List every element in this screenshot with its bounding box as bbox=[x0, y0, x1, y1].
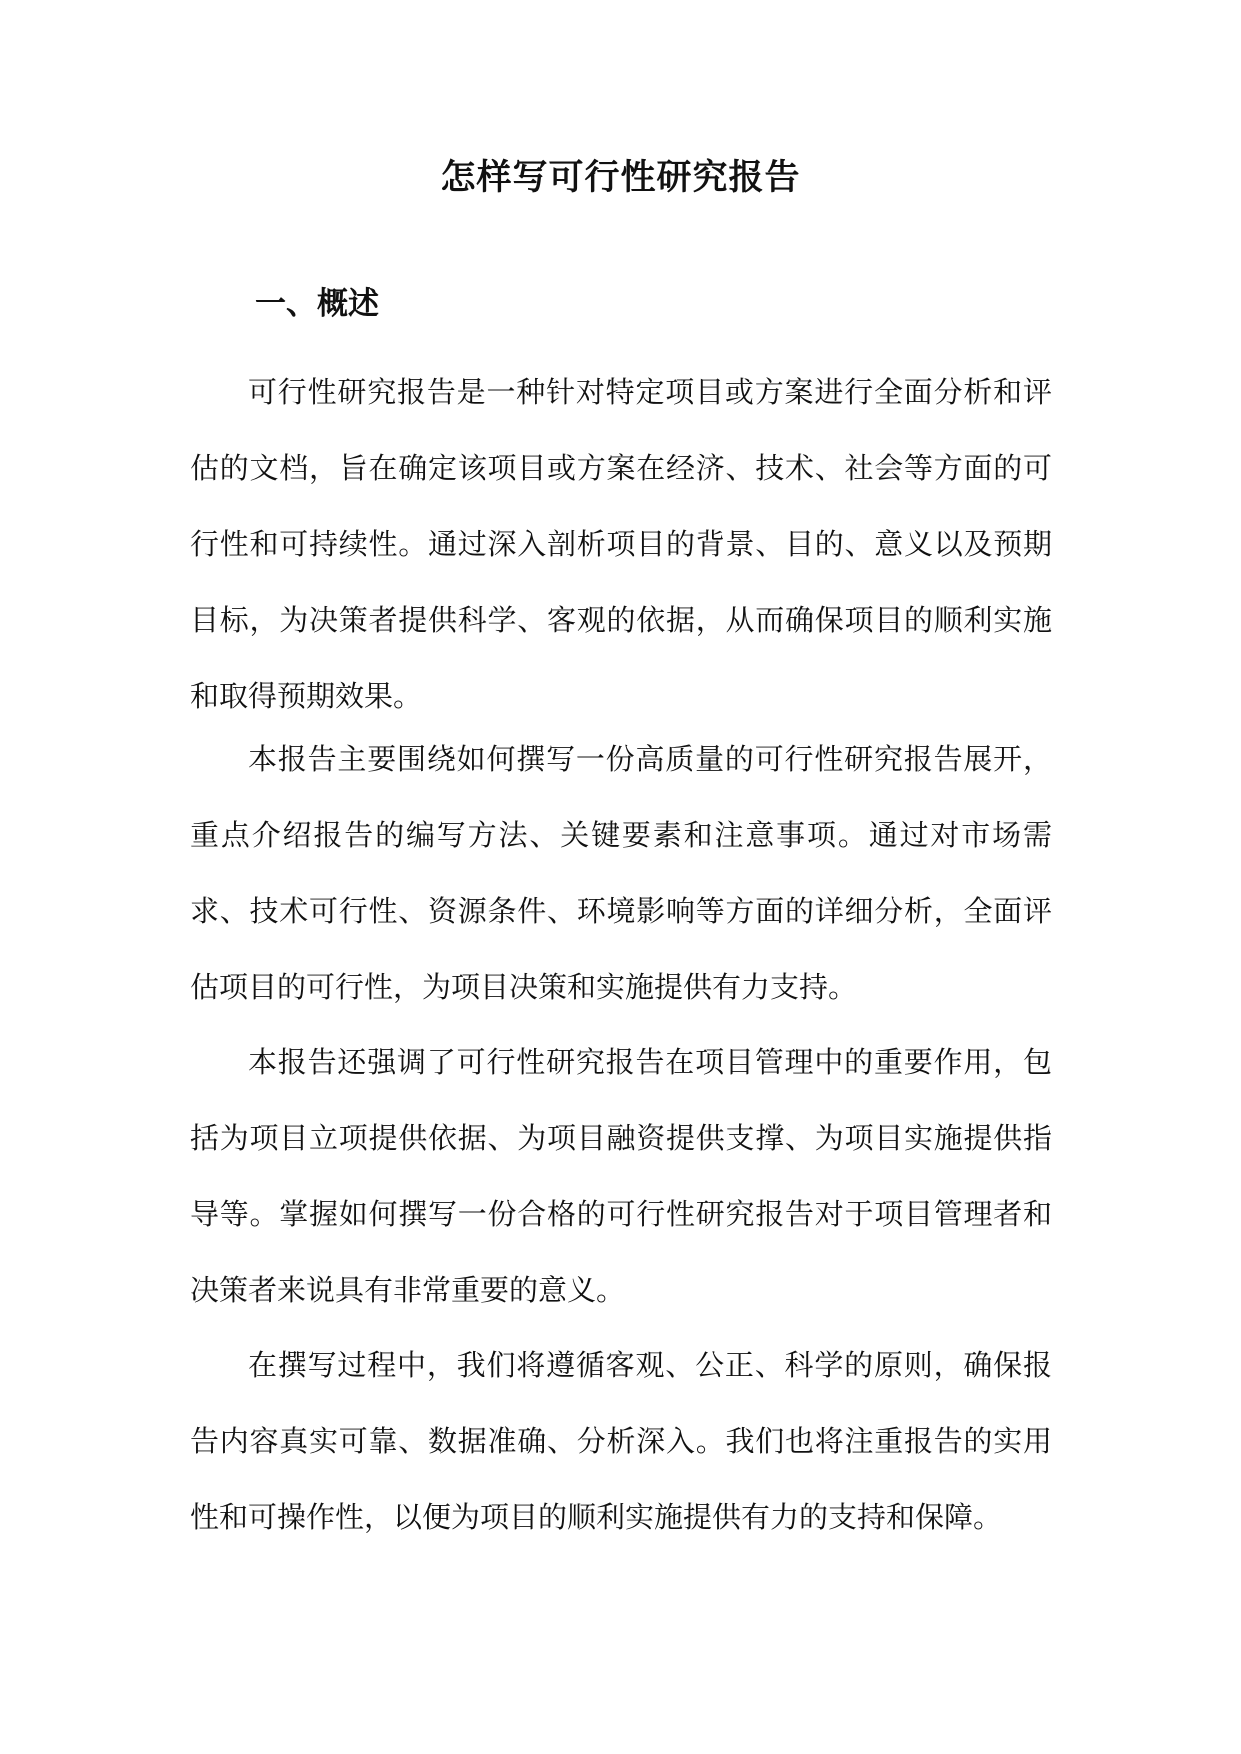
body-paragraph: 本报告主要围绕如何撰写一份高质量的可行性研究报告展开，重点介绍报告的编写方法、关键要素和注意事项。通过对市场需求、技术可行性、资源条件、环境影响等方面的详细分析，全面评估项目的可行性，为项目决策和实施提供有力支持。 bbox=[190, 742, 1052, 1004]
body-paragraph: 本报告还强调了可行性研究报告在项目管理中的重要作用，包括为项目立项提供依据、为项目融资提供支撑、为项目实施提供指导等。掌握如何撰写一份合格的可行性研究报告对于项目管理者和决策者来说具有非常重要的意义。 bbox=[190, 1045, 1052, 1307]
document-title: 怎样写可行性研究报告 bbox=[440, 157, 801, 198]
body-paragraph: 在撰写过程中，我们将遵循客观、公正、科学的原则，确保报告内容真实可靠、数据准确、分析深入。我们也将注重报告的实用性和可操作性，以便为项目的顺利实施提供有力的支持和保障。 bbox=[190, 1348, 1052, 1534]
section-heading-overview: 一、概述 bbox=[255, 286, 379, 322]
body-paragraph: 可行性研究报告是一种针对特定项目或方案进行全面分析和评估的文档，旨在确定该项目或方案在经济、技术、社会等方面的可行性和可持续性。通过深入剖析项目的背景、目的、意义以及预期目标，为决策者提供科学、客观的依据，从而确保项目的顺利实施和取得预期效果。 bbox=[190, 375, 1052, 713]
